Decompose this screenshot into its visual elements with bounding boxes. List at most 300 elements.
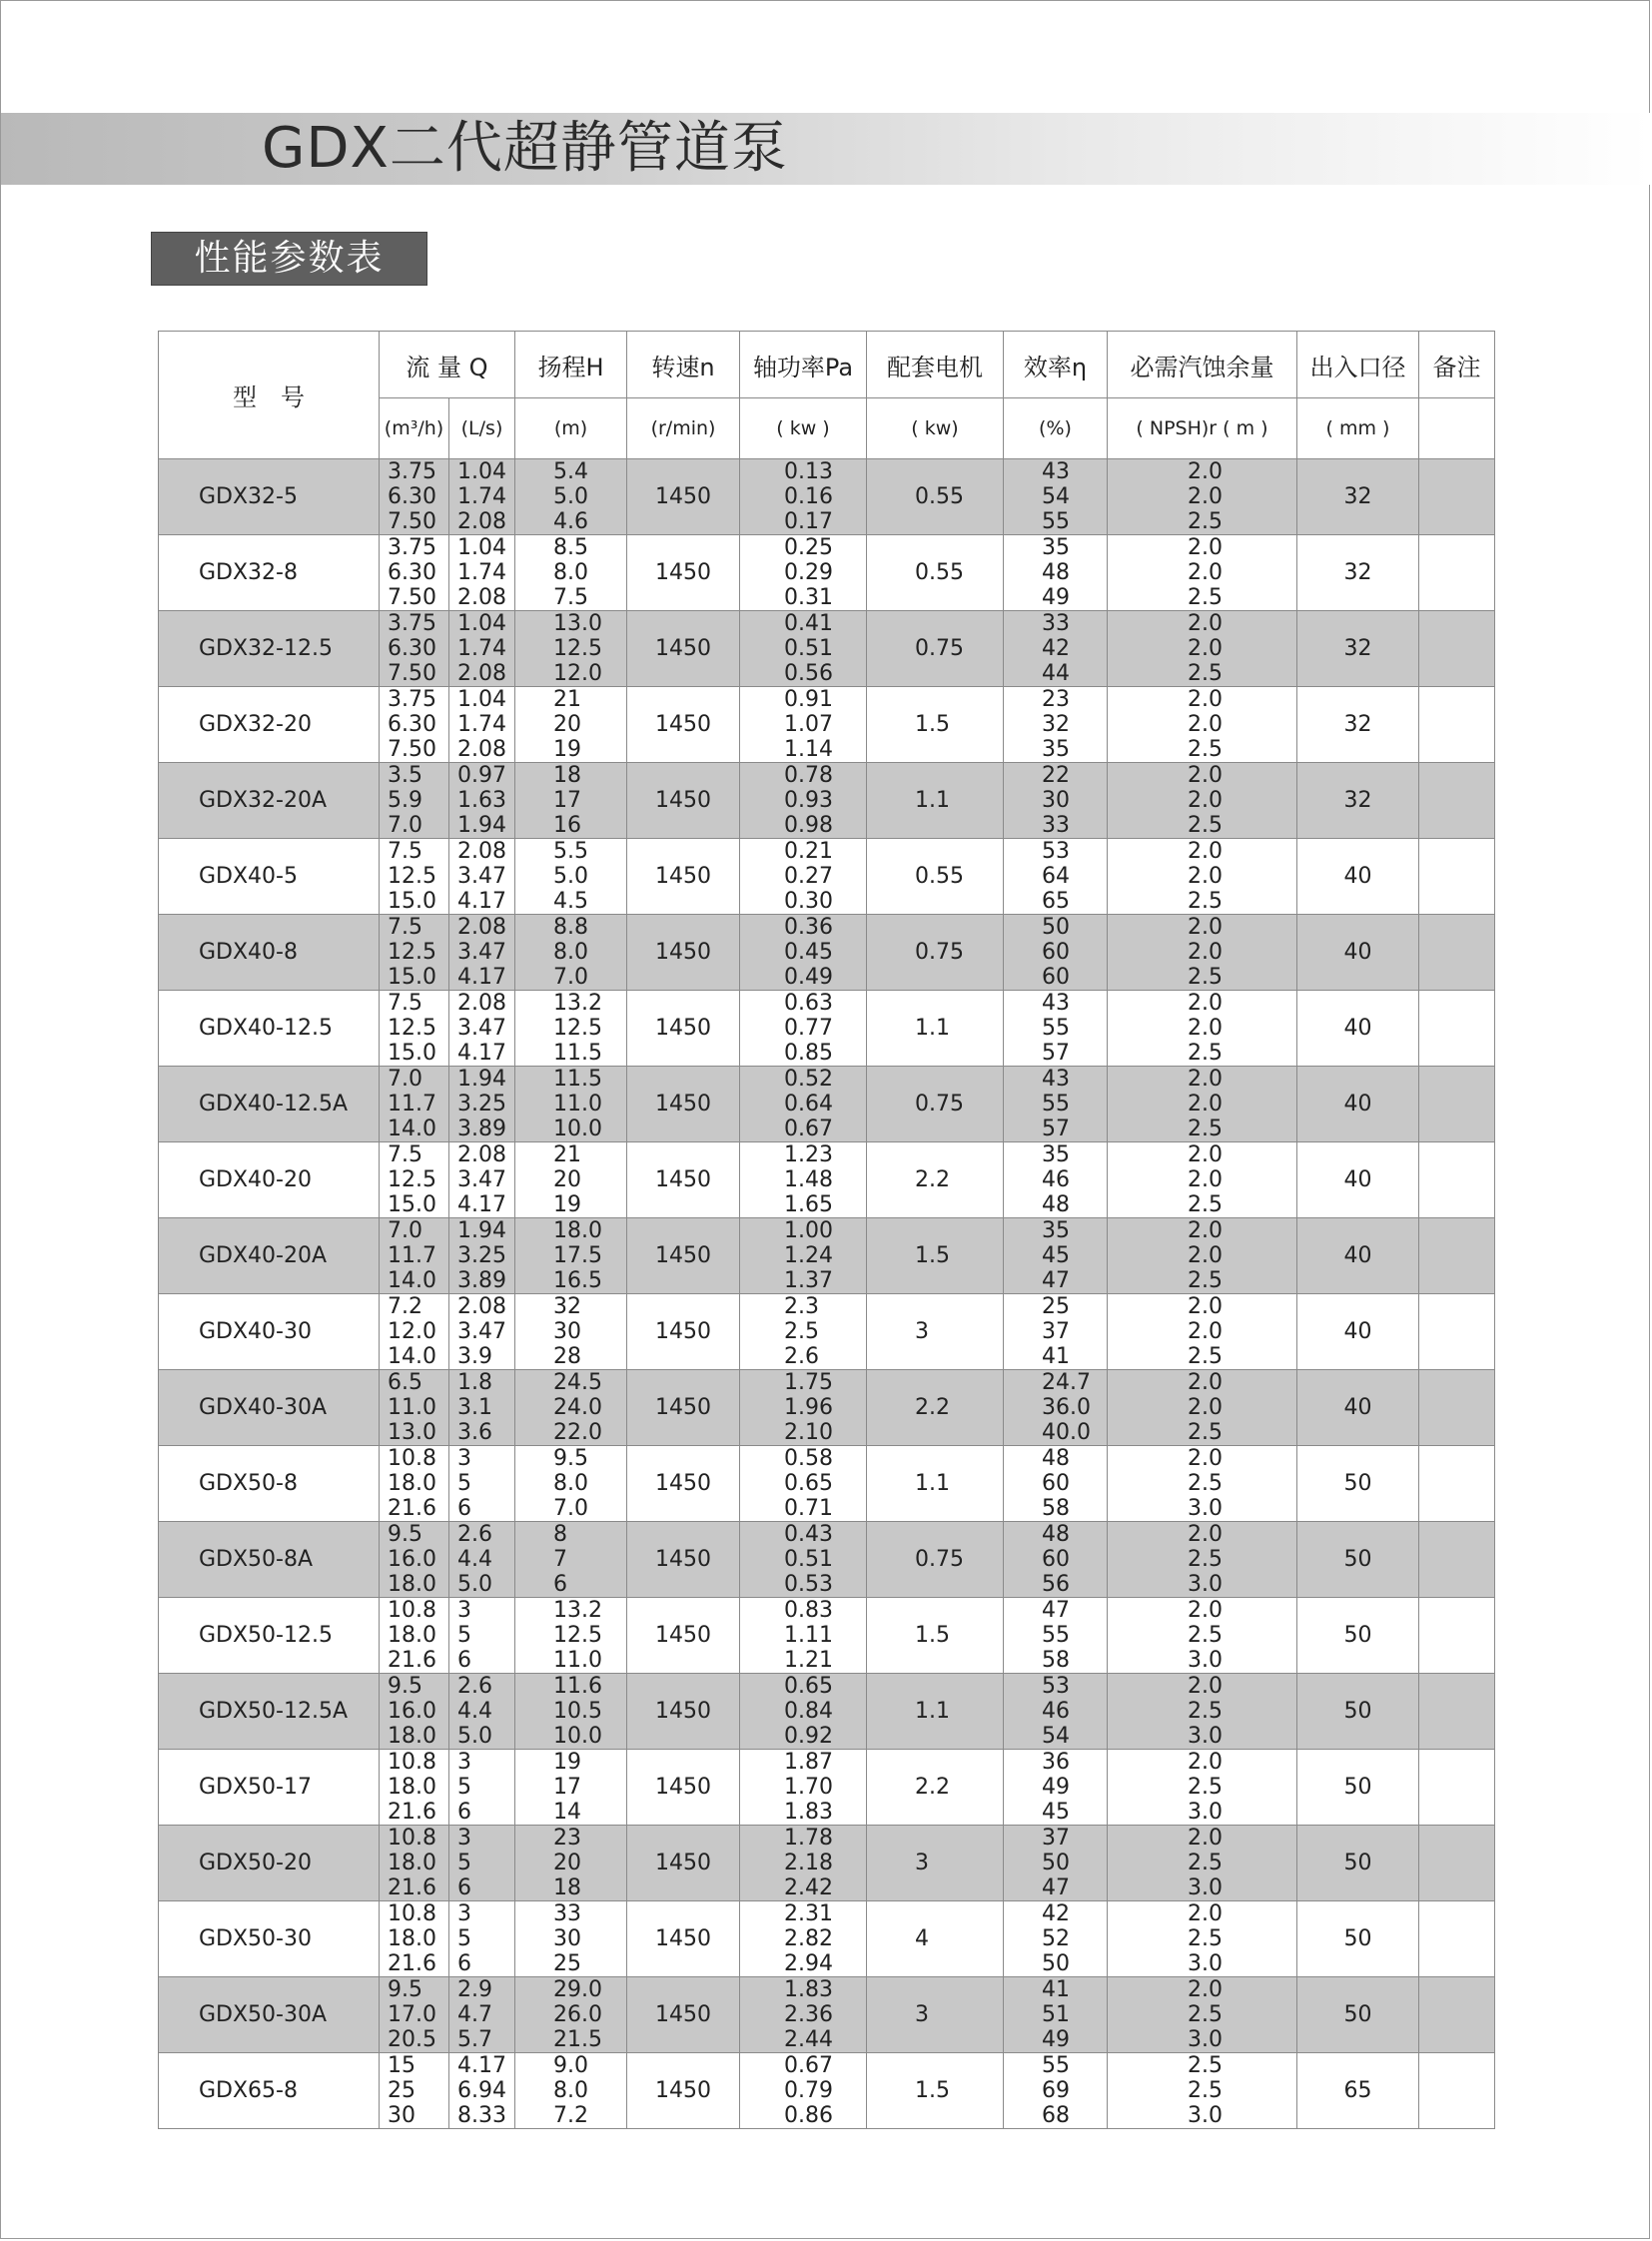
- cell-value: 4.4: [457, 1547, 492, 1572]
- cell-value: 55: [1042, 509, 1070, 534]
- cell-value: 2.0: [1188, 763, 1223, 788]
- shaft-power-cell: [740, 1826, 867, 1901]
- cell-value: 5: [457, 1623, 471, 1648]
- cell-value: 5.0: [457, 1724, 492, 1749]
- remarks-cell: [1419, 2053, 1495, 2129]
- remarks-cell: [1419, 991, 1495, 1067]
- npsh-cell: [1108, 2053, 1297, 2129]
- cell-value: 0.67: [784, 2053, 833, 2078]
- cell-value: 1.07: [784, 712, 833, 737]
- cell-value: 2.0: [1188, 1218, 1223, 1243]
- cell-value: 6: [457, 1800, 471, 1825]
- npsh-cell: [1108, 1598, 1297, 1674]
- cell-value: 24.5: [553, 1370, 602, 1395]
- cell-value: 30: [1042, 788, 1070, 813]
- flow-ls-cell: [449, 1218, 515, 1294]
- cell-value: 2.0: [1188, 636, 1223, 661]
- cell-value: 11.7: [388, 1092, 436, 1117]
- speed-cell: 1450: [627, 535, 740, 611]
- cell-value: 10.8: [388, 1901, 436, 1926]
- cell-value: 7.0: [553, 1496, 588, 1521]
- flow-m3h-cell: [380, 535, 449, 611]
- table-row: [159, 1826, 1495, 1901]
- cell-value: 60: [1042, 1547, 1070, 1572]
- head-cell: [515, 1446, 627, 1522]
- cell-value: 4.7: [457, 2002, 492, 2027]
- head-cell: [515, 687, 627, 763]
- cell-value: 19: [553, 1192, 581, 1217]
- remarks-cell: [1419, 687, 1495, 763]
- cell-value: 1.23: [784, 1142, 833, 1167]
- cell-value: 2.5: [1188, 2002, 1223, 2027]
- head-cell: [515, 2053, 627, 2129]
- cell-value: 18.0: [553, 1218, 602, 1243]
- cell-value: 20: [553, 712, 581, 737]
- head-cell: [515, 1750, 627, 1826]
- cell-value: 46: [1042, 1699, 1070, 1724]
- header-npsh: 必需汽蚀余量: [1108, 332, 1297, 398]
- model-cell: GDX40-30A: [159, 1370, 380, 1446]
- speed-cell: 1450: [627, 611, 740, 687]
- cell-value: 2.0: [1188, 1243, 1223, 1268]
- speed-cell: 1450: [627, 2053, 740, 2129]
- cell-value: 4.17: [457, 2053, 506, 2078]
- cell-value: 2.6: [457, 1674, 492, 1699]
- cell-value: 1.70: [784, 1775, 833, 1800]
- shaft-power-cell: [740, 687, 867, 763]
- cell-value: 57: [1042, 1117, 1070, 1141]
- motor-cell: 0.75: [867, 915, 1004, 991]
- cell-value: 10.8: [388, 1598, 436, 1623]
- shaft-power-cell: [740, 1142, 867, 1218]
- efficiency-cell: [1004, 1522, 1108, 1598]
- cell-value: 2.0: [1188, 1522, 1223, 1547]
- flow-m3h-cell: [380, 459, 449, 535]
- cell-value: 16.5: [553, 1268, 602, 1293]
- cell-value: 21.6: [388, 1648, 436, 1673]
- cell-value: 16: [553, 813, 581, 838]
- flow-ls-cell: [449, 611, 515, 687]
- cell-value: 2.0: [1188, 560, 1223, 585]
- shaft-power-cell: [740, 915, 867, 991]
- cell-value: 23: [1042, 687, 1070, 712]
- remarks-cell: [1419, 1218, 1495, 1294]
- cell-value: 5.0: [457, 1572, 492, 1597]
- speed-cell: 1450: [627, 1294, 740, 1370]
- cell-value: 2.0: [1188, 1901, 1223, 1926]
- cell-value: 3.9: [457, 1344, 492, 1369]
- diameter-cell: 50: [1297, 1446, 1419, 1522]
- speed-cell: 1450: [627, 1901, 740, 1977]
- npsh-cell: [1108, 535, 1297, 611]
- table-row: [159, 1446, 1495, 1522]
- diameter-cell: 50: [1297, 1750, 1419, 1826]
- header-shaft-power: 轴功率Pa: [740, 332, 867, 398]
- cell-value: 2.08: [457, 737, 506, 762]
- cell-value: 3: [457, 1750, 471, 1775]
- cell-value: 2.0: [1188, 1395, 1223, 1420]
- speed-cell: 1450: [627, 1826, 740, 1901]
- speed-cell: 1450: [627, 1674, 740, 1750]
- cell-value: 7: [553, 1547, 567, 1572]
- cell-value: 18.0: [388, 1471, 436, 1496]
- cell-value: 5: [457, 1471, 471, 1496]
- cell-value: 21: [553, 1142, 581, 1167]
- cell-value: 48: [1042, 1446, 1070, 1471]
- flow-ls-cell: [449, 459, 515, 535]
- cell-value: 2.36: [784, 2002, 833, 2027]
- unit-remarks: [1419, 398, 1495, 459]
- cell-value: 2.0: [1188, 1319, 1223, 1344]
- npsh-cell: [1108, 1674, 1297, 1750]
- motor-cell: 2.2: [867, 1750, 1004, 1826]
- flow-ls-cell: [449, 535, 515, 611]
- cell-value: 12.5: [553, 636, 602, 661]
- cell-value: 0.53: [784, 1572, 833, 1597]
- flow-ls-cell: [449, 1598, 515, 1674]
- npsh-cell: [1108, 1294, 1297, 1370]
- cell-value: 0.31: [784, 585, 833, 610]
- cell-value: 0.85: [784, 1041, 833, 1066]
- cell-value: 2.5: [1188, 1344, 1223, 1369]
- title-band: [1, 113, 1651, 185]
- cell-value: 3.0: [1188, 2027, 1223, 2052]
- table-row: [159, 1142, 1495, 1218]
- cell-value: 3.0: [1188, 1875, 1223, 1900]
- model-cell: GDX40-20: [159, 1142, 380, 1218]
- npsh-cell: [1108, 915, 1297, 991]
- model-cell: GDX40-20A: [159, 1218, 380, 1294]
- flow-m3h-cell: [380, 1370, 449, 1446]
- diameter-cell: 50: [1297, 1901, 1419, 1977]
- cell-value: 3.75: [388, 459, 436, 484]
- motor-cell: 1.5: [867, 2053, 1004, 2129]
- cell-value: 2.0: [1188, 1294, 1223, 1319]
- model-cell: GDX50-8: [159, 1446, 380, 1522]
- cell-value: 6: [553, 1572, 567, 1597]
- cell-value: 24.0: [553, 1395, 602, 1420]
- flow-ls-cell: [449, 915, 515, 991]
- model-cell: GDX50-17: [159, 1750, 380, 1826]
- cell-value: 28: [553, 1344, 581, 1369]
- npsh-cell: [1108, 991, 1297, 1067]
- cell-value: 3.0: [1188, 1648, 1223, 1673]
- cell-value: 54: [1042, 484, 1070, 509]
- cell-value: 3.47: [457, 864, 506, 889]
- cell-value: 25: [388, 2078, 415, 2103]
- flow-m3h-cell: [380, 1294, 449, 1370]
- flow-m3h-cell: [380, 611, 449, 687]
- diameter-cell: 40: [1297, 1142, 1419, 1218]
- cell-value: 3.75: [388, 611, 436, 636]
- cell-value: 2.5: [1188, 1192, 1223, 1217]
- head-cell: [515, 1218, 627, 1294]
- cell-value: 1.04: [457, 459, 506, 484]
- cell-value: 15.0: [388, 1041, 436, 1066]
- cell-value: 3.0: [1188, 1496, 1223, 1521]
- cell-value: 15: [388, 2053, 415, 2078]
- cell-value: 13.2: [553, 991, 602, 1016]
- cell-value: 32: [1042, 712, 1070, 737]
- cell-value: 2.08: [457, 661, 506, 686]
- cell-value: 2.0: [1188, 788, 1223, 813]
- cell-value: 0.52: [784, 1067, 833, 1092]
- cell-value: 2.08: [457, 1294, 506, 1319]
- table-row: [159, 1370, 1495, 1446]
- unit-speed: (r/min): [627, 398, 740, 459]
- motor-cell: 3: [867, 1977, 1004, 2053]
- cell-value: 58: [1042, 1496, 1070, 1521]
- cell-value: 2.6: [457, 1522, 492, 1547]
- cell-value: 18.0: [388, 1775, 436, 1800]
- cell-value: 2.5: [1188, 1117, 1223, 1141]
- cell-value: 2.08: [457, 915, 506, 940]
- cell-value: 22: [1042, 763, 1070, 788]
- npsh-cell: [1108, 1142, 1297, 1218]
- table-row: [159, 915, 1495, 991]
- cell-value: 16.0: [388, 1699, 436, 1724]
- cell-value: 0.58: [784, 1446, 833, 1471]
- flow-m3h-cell: [380, 991, 449, 1067]
- speed-cell: 1450: [627, 991, 740, 1067]
- flow-m3h-cell: [380, 687, 449, 763]
- cell-value: 13.2: [553, 1598, 602, 1623]
- shaft-power-cell: [740, 1218, 867, 1294]
- cell-value: 0.83: [784, 1598, 833, 1623]
- cell-value: 1.83: [784, 1800, 833, 1825]
- cell-value: 2.08: [457, 839, 506, 864]
- speed-cell: 1450: [627, 839, 740, 915]
- cell-value: 2.0: [1188, 1977, 1223, 2002]
- cell-value: 3.47: [457, 940, 506, 965]
- cell-value: 15.0: [388, 889, 436, 914]
- efficiency-cell: [1004, 2053, 1108, 2129]
- cell-value: 2.0: [1188, 535, 1223, 560]
- cell-value: 37: [1042, 1826, 1070, 1851]
- remarks-cell: [1419, 1674, 1495, 1750]
- diameter-cell: 65: [1297, 2053, 1419, 2129]
- header-efficiency: 效率η: [1004, 332, 1108, 398]
- head-cell: [515, 763, 627, 839]
- cell-value: 11.0: [553, 1092, 602, 1117]
- cell-value: 7.2: [388, 1294, 422, 1319]
- cell-value: 1.94: [457, 1067, 506, 1092]
- head-cell: [515, 611, 627, 687]
- cell-value: 0.86: [784, 2103, 833, 2128]
- cell-value: 7.5: [553, 585, 588, 610]
- cell-value: 3.5: [388, 763, 422, 788]
- cell-value: 11.7: [388, 1243, 436, 1268]
- cell-value: 33: [553, 1901, 581, 1926]
- flow-m3h-cell: [380, 1142, 449, 1218]
- cell-value: 1.74: [457, 712, 506, 737]
- cell-value: 3.0: [1188, 1951, 1223, 1976]
- cell-value: 3.6: [457, 1420, 492, 1445]
- cell-value: 43: [1042, 991, 1070, 1016]
- table-body: [159, 459, 1495, 2129]
- cell-value: 0.51: [784, 1547, 833, 1572]
- cell-value: 2.0: [1188, 1092, 1223, 1117]
- cell-value: 5: [457, 1851, 471, 1875]
- flow-ls-cell: [449, 1142, 515, 1218]
- remarks-cell: [1419, 915, 1495, 991]
- cell-value: 5.0: [553, 484, 588, 509]
- cell-value: 3: [457, 1598, 471, 1623]
- cell-value: 55: [1042, 1092, 1070, 1117]
- diameter-cell: 40: [1297, 915, 1419, 991]
- cell-value: 2.42: [784, 1875, 833, 1900]
- cell-value: 12.5: [553, 1623, 602, 1648]
- cell-value: 36: [1042, 1750, 1070, 1775]
- cell-value: 3.0: [1188, 1724, 1223, 1749]
- model-cell: GDX50-12.5A: [159, 1674, 380, 1750]
- cell-value: 24.7: [1042, 1370, 1091, 1395]
- cell-value: 30: [553, 1926, 581, 1951]
- cell-value: 1.00: [784, 1218, 833, 1243]
- model-cell: GDX32-5: [159, 459, 380, 535]
- cell-value: 7.50: [388, 737, 436, 762]
- efficiency-cell: [1004, 763, 1108, 839]
- cell-value: 2.5: [1188, 1471, 1223, 1496]
- cell-value: 51: [1042, 2002, 1070, 2027]
- efficiency-cell: [1004, 1598, 1108, 1674]
- cell-value: 2.08: [457, 585, 506, 610]
- efficiency-cell: [1004, 1218, 1108, 1294]
- cell-value: 2.5: [1188, 1926, 1223, 1951]
- cell-value: 49: [1042, 2027, 1070, 2052]
- cell-value: 0.51: [784, 636, 833, 661]
- cell-value: 3.75: [388, 687, 436, 712]
- efficiency-cell: [1004, 1901, 1108, 1977]
- cell-value: 2.0: [1188, 940, 1223, 965]
- speed-cell: 1450: [627, 687, 740, 763]
- cell-value: 0.78: [784, 763, 833, 788]
- cell-value: 8.0: [553, 940, 588, 965]
- cell-value: 23: [553, 1826, 581, 1851]
- model-cell: GDX40-12.5: [159, 991, 380, 1067]
- model-cell: GDX32-12.5: [159, 611, 380, 687]
- cell-value: 7.0: [388, 813, 422, 838]
- cell-value: 35: [1042, 535, 1070, 560]
- cell-value: 0.16: [784, 484, 833, 509]
- shaft-power-cell: [740, 1674, 867, 1750]
- motor-cell: 1.5: [867, 687, 1004, 763]
- motor-cell: 1.1: [867, 1674, 1004, 1750]
- motor-cell: 0.75: [867, 1067, 1004, 1142]
- cell-value: 2.5: [1188, 2078, 1223, 2103]
- cell-value: 7.0: [388, 1218, 422, 1243]
- efficiency-cell: [1004, 459, 1108, 535]
- cell-value: 2.0: [1188, 611, 1223, 636]
- remarks-cell: [1419, 1977, 1495, 2053]
- motor-cell: 1.1: [867, 763, 1004, 839]
- cell-value: 41: [1042, 1977, 1070, 2002]
- cell-value: 0.17: [784, 509, 833, 534]
- cell-value: 3.0: [1188, 2103, 1223, 2128]
- cell-value: 17: [553, 1775, 581, 1800]
- cell-value: 1.21: [784, 1648, 833, 1673]
- cell-value: 10.0: [553, 1724, 602, 1749]
- model-cell: GDX40-8: [159, 915, 380, 991]
- header-remarks: 备注: [1419, 332, 1495, 398]
- table-row: [159, 839, 1495, 915]
- cell-value: 9.5: [388, 1977, 422, 2002]
- speed-cell: 1450: [627, 915, 740, 991]
- flow-ls-cell: [449, 839, 515, 915]
- cell-value: 49: [1042, 585, 1070, 610]
- motor-cell: 2.2: [867, 1142, 1004, 1218]
- efficiency-cell: [1004, 1674, 1108, 1750]
- cell-value: 42: [1042, 636, 1070, 661]
- speed-cell: 1450: [627, 1446, 740, 1522]
- flow-ls-cell: [449, 2053, 515, 2129]
- shaft-power-cell: [740, 611, 867, 687]
- cell-value: 2.0: [1188, 1370, 1223, 1395]
- cell-value: 12.0: [388, 1319, 436, 1344]
- diameter-cell: 40: [1297, 1294, 1419, 1370]
- npsh-cell: [1108, 459, 1297, 535]
- cell-value: 2.0: [1188, 1598, 1223, 1623]
- speed-cell: 1450: [627, 1598, 740, 1674]
- cell-value: 1.74: [457, 636, 506, 661]
- cell-value: 8: [553, 1522, 567, 1547]
- flow-m3h-cell: [380, 1522, 449, 1598]
- flow-m3h-cell: [380, 915, 449, 991]
- head-cell: [515, 1598, 627, 1674]
- cell-value: 7.5: [388, 839, 422, 864]
- header-model: 型 号: [159, 332, 380, 459]
- npsh-cell: [1108, 1522, 1297, 1598]
- cell-value: 1.74: [457, 484, 506, 509]
- cell-value: 0.65: [784, 1471, 833, 1496]
- cell-value: 3.75: [388, 535, 436, 560]
- cell-value: 55: [1042, 2053, 1070, 2078]
- cell-value: 2.0: [1188, 864, 1223, 889]
- cell-value: 18.0: [388, 1851, 436, 1875]
- cell-value: 20.5: [388, 2027, 436, 2052]
- head-cell: [515, 1674, 627, 1750]
- head-cell: [515, 459, 627, 535]
- table-row: [159, 1522, 1495, 1598]
- speed-cell: 1450: [627, 1067, 740, 1142]
- flow-ls-cell: [449, 1067, 515, 1142]
- remarks-cell: [1419, 1446, 1495, 1522]
- cell-value: 35: [1042, 737, 1070, 762]
- remarks-cell: [1419, 1522, 1495, 1598]
- diameter-cell: 32: [1297, 535, 1419, 611]
- efficiency-cell: [1004, 839, 1108, 915]
- efficiency-cell: [1004, 915, 1108, 991]
- flow-ls-cell: [449, 1446, 515, 1522]
- cell-value: 60: [1042, 1471, 1070, 1496]
- header-speed: 转速n: [627, 332, 740, 398]
- table-row: [159, 1750, 1495, 1826]
- cell-value: 0.64: [784, 1092, 833, 1117]
- unit-npsh: ( NPSH)r ( m ): [1108, 398, 1297, 459]
- header-flow: 流 量 Q: [380, 332, 515, 398]
- table-row: [159, 1294, 1495, 1370]
- motor-cell: 2.2: [867, 1370, 1004, 1446]
- cell-value: 4.4: [457, 1699, 492, 1724]
- npsh-cell: [1108, 1977, 1297, 2053]
- cell-value: 3: [457, 1901, 471, 1926]
- cell-value: 7.50: [388, 585, 436, 610]
- motor-cell: 0.75: [867, 1522, 1004, 1598]
- remarks-cell: [1419, 1901, 1495, 1977]
- cell-value: 3.47: [457, 1319, 506, 1344]
- cell-value: 0.49: [784, 965, 833, 990]
- cell-value: 1.04: [457, 611, 506, 636]
